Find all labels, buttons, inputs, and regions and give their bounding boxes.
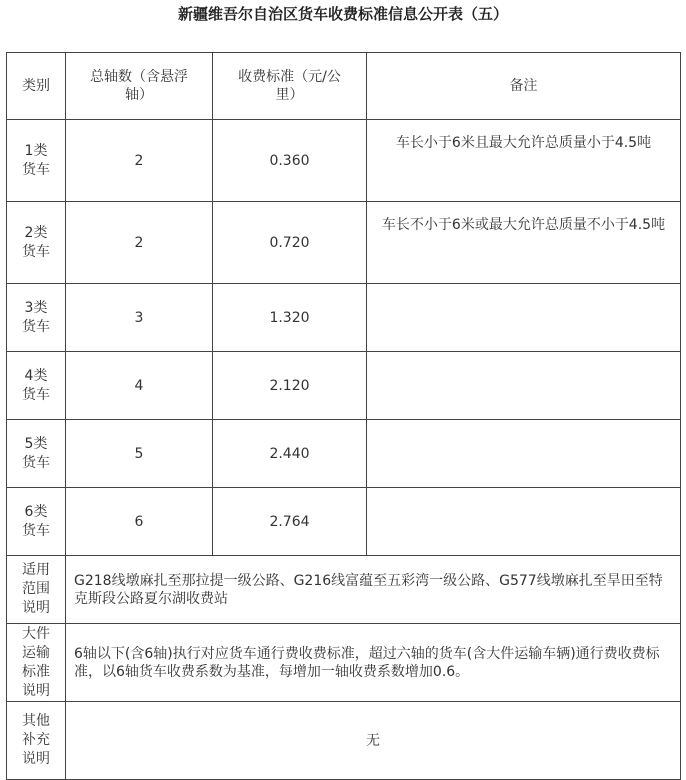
category-cell: 5类货车 bbox=[7, 420, 66, 488]
table-row bbox=[7, 420, 681, 488]
scope-text: G218线墩麻扎至那拉提一级公路、G216线富蕴至五彩湾一级公路、G577线墩麻扎至旱田至特克斯段公路夏尔湖收费站 bbox=[66, 556, 681, 624]
oversize-row bbox=[7, 624, 681, 702]
header-rate: 收费标准（元/公里） bbox=[213, 53, 367, 120]
header-axles: 总轴数（含悬浮轴） bbox=[66, 53, 213, 120]
category-cell: 2类货车 bbox=[7, 202, 66, 284]
category-cell: 6类货车 bbox=[7, 488, 66, 556]
oversize-label: 大件运输标准说明 bbox=[7, 624, 66, 702]
axles-cell: 2 bbox=[66, 202, 213, 284]
rate-cell: 2.440 bbox=[213, 420, 367, 488]
header-category: 类别 bbox=[7, 53, 66, 120]
page-title: 新疆维吾尔自治区货车收费标准信息公开表（五） bbox=[177, 5, 508, 23]
remarks-cell bbox=[367, 352, 681, 420]
other-text: 无 bbox=[66, 702, 681, 780]
category-cell: 1类货车 bbox=[7, 120, 66, 202]
other-label: 其他补充说明 bbox=[7, 702, 66, 780]
remarks-cell bbox=[367, 488, 681, 556]
rate-cell: 0.360 bbox=[213, 120, 367, 202]
rate-cell: 2.764 bbox=[213, 488, 367, 556]
axles-cell: 4 bbox=[66, 352, 213, 420]
category-cell: 4类货车 bbox=[7, 352, 66, 420]
other-row bbox=[7, 702, 681, 780]
table-row bbox=[7, 120, 681, 202]
axles-cell: 2 bbox=[66, 120, 213, 202]
remarks-cell bbox=[367, 284, 681, 352]
axles-cell: 3 bbox=[66, 284, 213, 352]
category-cell: 3类货车 bbox=[7, 284, 66, 352]
table-row bbox=[7, 202, 681, 284]
header-remarks: 备注 bbox=[367, 53, 681, 120]
remarks-cell bbox=[367, 420, 681, 488]
rate-cell: 2.120 bbox=[213, 352, 367, 420]
axles-cell: 6 bbox=[66, 488, 213, 556]
table-row bbox=[7, 488, 681, 556]
scope-label: 适用范围说明 bbox=[7, 556, 66, 624]
oversize-text: 6轴以下(含6轴)执行对应货车通行费收费标准，超过六轴的货车(含大件运输车辆)通行费收费标准，以6轴货车收费系数为基准，每增加一轴收费系数增加0.6。 bbox=[66, 624, 681, 702]
remarks-cell: 车长不小于6米或最大允许总质量不小于4.5吨 bbox=[367, 202, 681, 284]
axles-cell: 5 bbox=[66, 420, 213, 488]
scope-row bbox=[7, 556, 681, 624]
rate-cell: 0.720 bbox=[213, 202, 367, 284]
rate-cell: 1.320 bbox=[213, 284, 367, 352]
fee-table bbox=[6, 52, 681, 780]
table-header-row bbox=[7, 53, 681, 120]
remarks-cell: 车长小于6米且最大允许总质量小于4.5吨 bbox=[367, 120, 681, 202]
table-row bbox=[7, 284, 681, 352]
table-row bbox=[7, 352, 681, 420]
